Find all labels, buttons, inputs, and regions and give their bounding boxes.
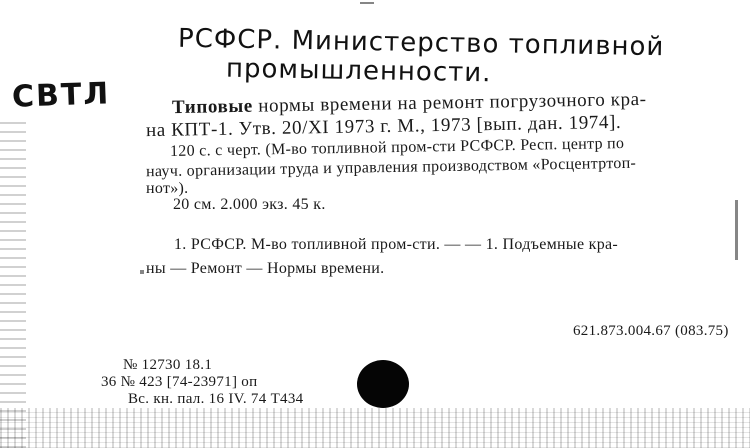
subject-headings-line2: ны — Ремонт — Нормы времени. [146, 260, 385, 277]
subject-headings-line1: 1. РСФСР. М-во топливной пром-сти. — — 1. Подъемные кра- [174, 236, 619, 253]
registry-line3: Вс. кн. пал. 16 IV. 74 Т434 [128, 391, 304, 407]
scan-speck [360, 2, 374, 4]
ink-blot [357, 360, 409, 408]
entry-title-rest: нормы времени на ремонт погрузочного кра- [258, 88, 647, 117]
scan-noise-left [0, 120, 26, 448]
entry-description-line1: 120 с. с черт. (М-во топливной пром-сти РСФСР. Респ. центр по [169, 135, 625, 160]
registry-line1: № 12730 18.1 [123, 357, 213, 373]
handwritten-library-code: СВТЛ [11, 76, 111, 115]
entry-description-line3: нот»). [146, 180, 189, 197]
handwritten-ministry-line1: РСФСР. Министерство топливной [177, 23, 665, 63]
entry-copies: 20 см. 2.000 экз. 45 к. [173, 196, 326, 213]
scan-speck [140, 270, 144, 274]
scan-noise-bottom [0, 408, 750, 448]
scan-speck [735, 200, 738, 260]
registry-line2: 36 № 423 [74-23971] оп [101, 374, 258, 390]
udc-code: 621.873.004.67 (083.75) [573, 323, 729, 339]
entry-description-line2: науч. организации труда и управления производством «Росцентртоп- [145, 154, 637, 181]
entry-title-keyword: Типовые [171, 95, 254, 119]
handwritten-ministry-line2: промышленности. [225, 53, 492, 89]
entry-title-line2: на КПТ-1. Утв. 20/XI 1973 г. М., 1973 [вып. дан. 1974]. [145, 111, 622, 142]
